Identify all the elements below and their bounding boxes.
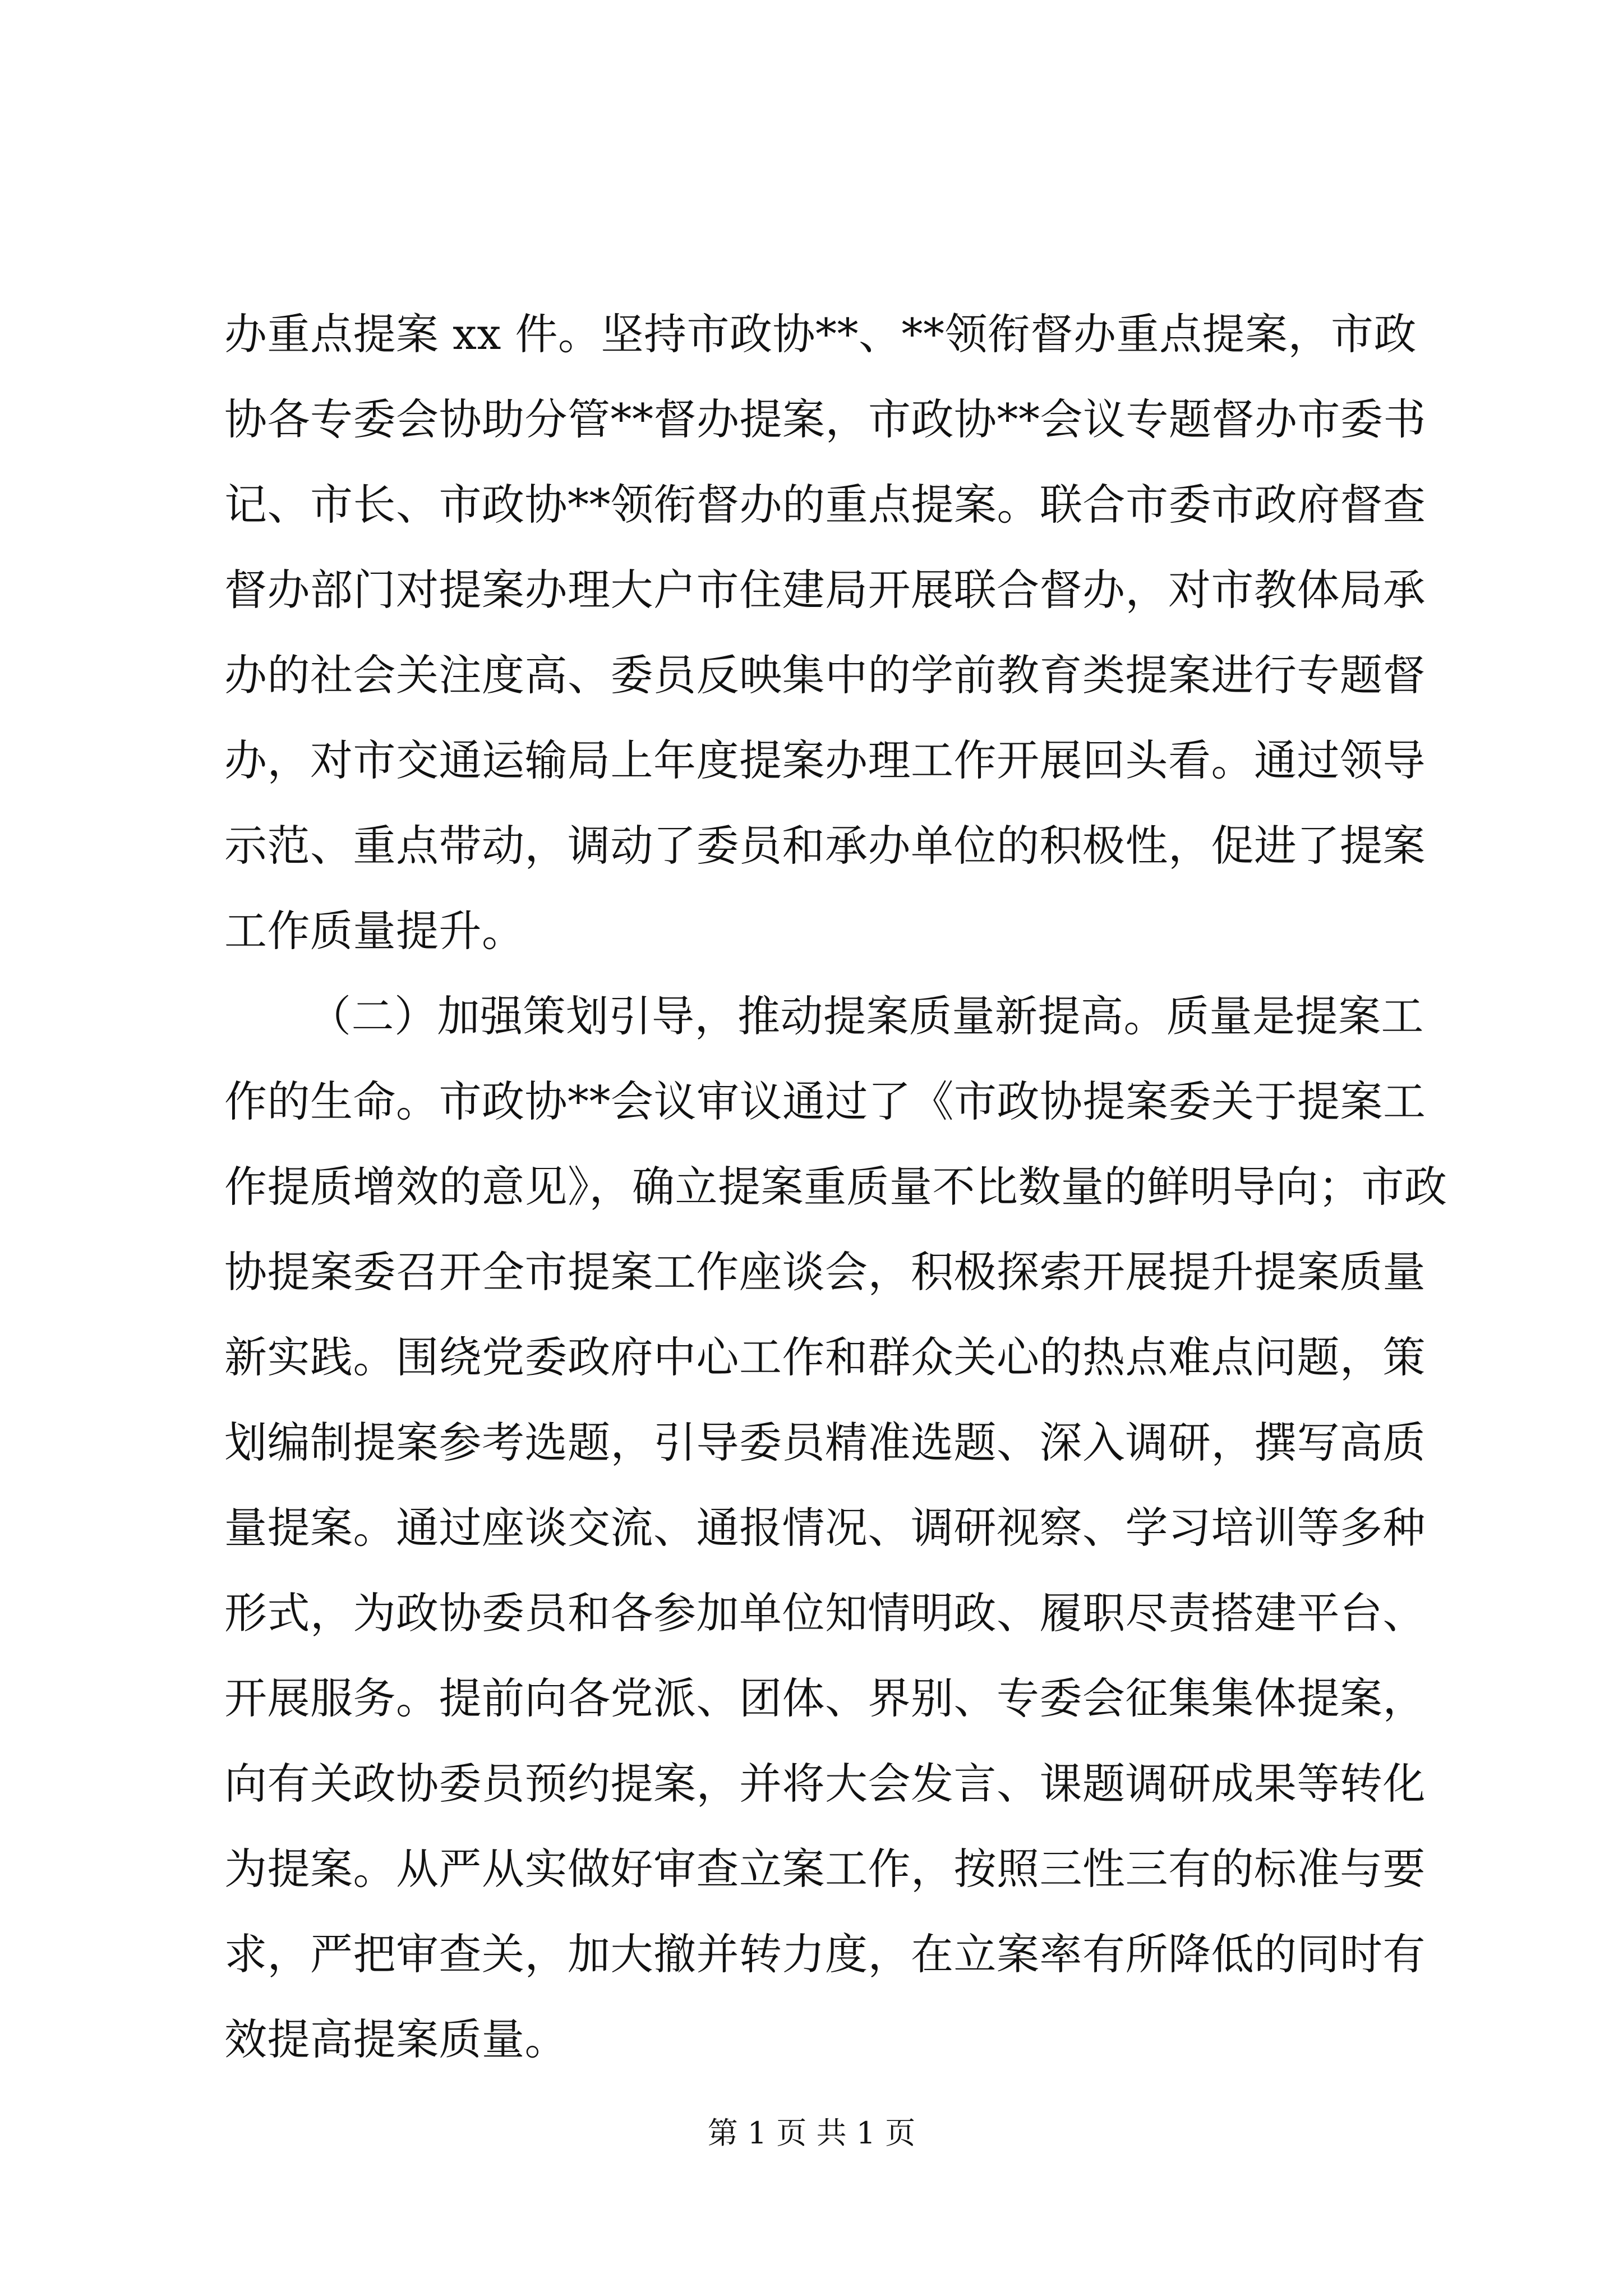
text-line: 形式，为政协委员和各参加单位知情明政、履职尽责搭建平台、: [224, 1588, 1426, 1638]
text-line: 督办部门对提案办理大户市住建局开展联合督办，对市教体局承: [224, 565, 1426, 615]
text-line: 示范、重点带动，调动了委员和承办单位的积极性，促进了提案: [224, 821, 1426, 871]
text-line: 为提案。从严从实做好审查立案工作，按照三性三有的标准与要: [224, 1844, 1426, 1894]
text-line: 划编制提案参考选题，引导委员精准选题、深入调研，撰写高质: [224, 1418, 1426, 1467]
text-line: 新实践。围绕党委政府中心工作和群众关心的热点难点问题，策: [224, 1332, 1426, 1382]
text-line: 协各专委会协助分管**督办提案，市政协**会议专题督办市委书: [224, 394, 1426, 444]
text-line: 作的生命。市政协**会议审议通过了《市政协提案委关于提案工: [224, 1076, 1426, 1126]
text-line: 量提案。通过座谈交流、通报情况、调研视察、学习培训等多种: [224, 1503, 1426, 1553]
document-body: [224, 292, 1447, 2082]
text-line: 开展服务。提前向各党派、团体、界别、专委会征集集体提案，: [224, 1673, 1426, 1723]
text-line: 办的社会关注度高、委员反映集中的学前教育类提案进行专题督: [224, 650, 1426, 700]
page-number-footer: 第 1 页 共 1 页: [707, 2115, 916, 2151]
text-line: 记、市长、市政协**领衔督办的重点提案。联合市委市政府督查: [224, 480, 1426, 530]
text-line: 工作质量提升。: [224, 906, 525, 956]
text-line: （二）加强策划引导，推动提案质量新提高。质量是提案工: [308, 991, 1424, 1041]
text-line: 协提案委召开全市提案工作座谈会，积极探索开展提升提案质量: [224, 1247, 1426, 1297]
text-line: 效提高提案质量。: [224, 2014, 568, 2064]
paragraph-2: [224, 974, 1447, 2082]
text-line: 办重点提案 xx 件。坚持市政协**、**领衔督办重点提案，市政: [224, 309, 1417, 359]
text-line: 办，对市交通运输局上年度提案办理工作开展回头看。通过领导: [224, 735, 1426, 785]
text-line: 向有关政协委员预约提案，并将大会发言、课题调研成果等转化: [224, 1759, 1426, 1809]
paragraph-1: [224, 292, 1426, 974]
text-line: 求，严把审查关，加大撤并转力度，在立案率有所降低的同时有: [224, 1929, 1426, 1979]
text-line: 作提质增效的意见》，确立提案重质量不比数量的鲜明导向；市政: [224, 1162, 1447, 1212]
